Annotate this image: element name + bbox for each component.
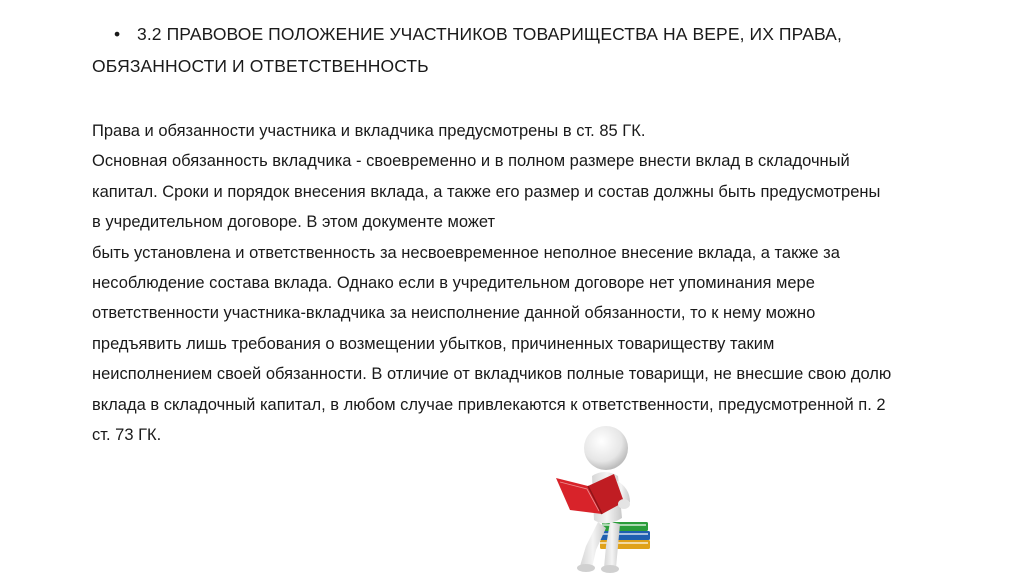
body-line: вклада в складочный капитал, в любом случае привлекаются к ответственности, предусмотренной п. 2	[92, 395, 886, 414]
slide-heading	[92, 18, 992, 82]
heading-line-2: ОБЯЗАННОСТИ И ОТВЕТСТВЕННОСТЬ	[92, 56, 429, 76]
reading-figure-illustration	[540, 418, 665, 576]
body-line: неисполнением своей обязанности. В отличие от вкладчиков полные товарищи, не внесшие свою долю	[92, 365, 892, 384]
body-line: капитал. Сроки и порядок внесения вклада, а также его размер и состав должны быть предусмотрены	[92, 182, 881, 201]
body-line: в учредительном договоре. В этом документе может	[92, 213, 496, 232]
bullet-icon: •	[114, 24, 121, 44]
body-text	[92, 116, 992, 450]
heading-line-1: 3.2 ПРАВОВОЕ ПОЛОЖЕНИЕ УЧАСТНИКОВ ТОВАРИЩЕСТВА НА ВЕРЕ, ИХ ПРАВА,	[137, 24, 842, 44]
body-line: быть установлена и ответственность за несвоевременное неполное внесение вклада, а также за	[92, 243, 840, 262]
body-line: предъявить лишь требования о возмещении убытков, причиненных товариществу таким	[92, 334, 775, 353]
reading-figure-icon	[540, 418, 665, 576]
body-line: Права и обязанности участника и вкладчика предусмотрены в ст. 85 ГК.	[92, 122, 646, 140]
body-line: ответственности участника-вкладчика за неисполнение данной обязанности, то к нему можно	[92, 304, 816, 323]
body-line: ст. 73 ГК.	[92, 426, 162, 445]
body-line: Основная обязанность вкладчика - своевременно и в полном размере внести вклад в складочный	[92, 152, 850, 171]
body-line: несоблюдение состава вклада. Однако если в учредительном договоре нет упоминания мере	[92, 274, 815, 293]
